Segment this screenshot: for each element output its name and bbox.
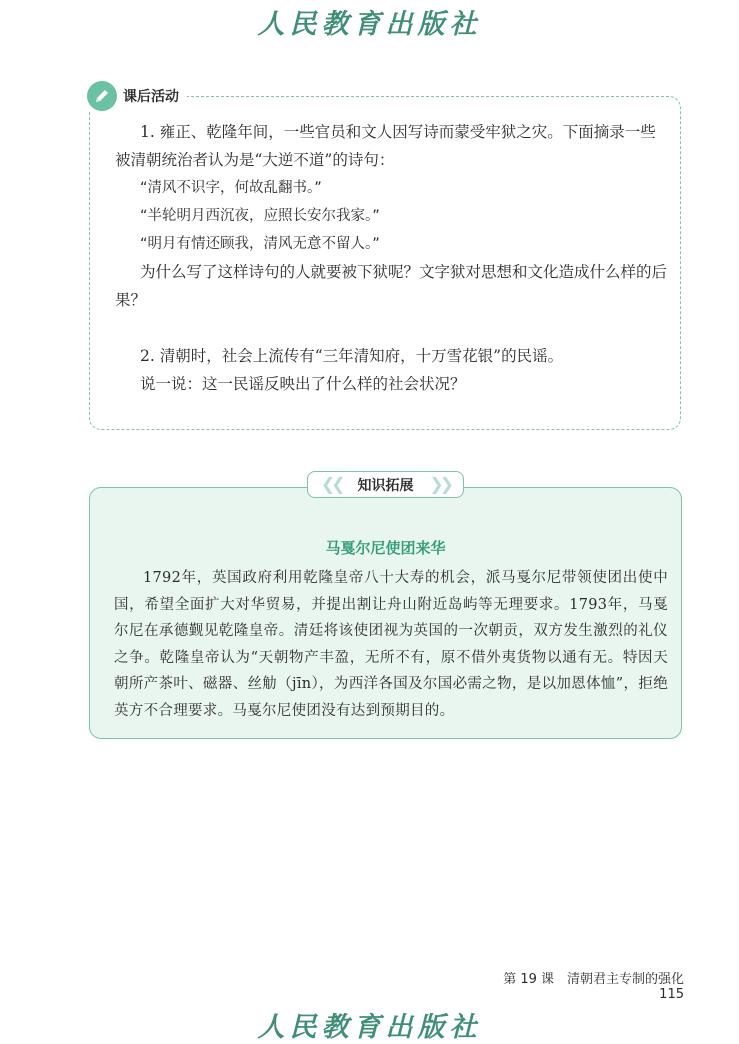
pencil-icon [87,81,117,111]
question-1-prompt: 为什么写了这样诗句的人就要被下狱呢？文字狱对思想和文化造成什么样的后果？ [115,263,668,309]
question-2-intro: 2. 清朝时，社会上流传有“三年清知府，十万雪花银”的民谣。 [140,347,564,365]
lesson-title: 第 19 课 清朝君主专制的强化 [503,972,684,987]
knowledge-heading: 马戛尔尼使团来华 [325,539,446,557]
poem-line: “半轮明月西沉夜，应照长安尔我家。” [140,208,380,224]
double-chevron-right-icon: ❯❯ [429,474,450,495]
poem-line: “明月有情还顾我，清风无意不留人。” [140,236,380,252]
publisher-logo-top: 人民教育出版社 [257,9,482,40]
knowledge-tab [307,471,464,498]
activity-title: 课后活动 [123,89,179,105]
question-2-prompt: 说一说：这一民谣反映出了什么样的社会状况？ [140,375,466,393]
publisher-logo-bottom: 人民教育出版社 [257,1012,482,1043]
knowledge-tab-title: 知识拓展 [357,477,414,494]
page-number: 115 [659,987,684,1002]
question-1-intro: 1. 雍正、乾隆年间，一些官员和文人因写诗而蒙受牢狱之灾。下面摘录一些被清朝统治者认为是“大逆不道”的诗句： [115,123,656,169]
activity-content [115,118,667,398]
page-footer [470,968,684,1002]
double-chevron-left-icon: ❮❮ [321,474,342,495]
activity-header [87,80,187,112]
knowledge-body: 1792年，英国政府利用乾隆皇帝八十大寿的机会，派马戛尔尼带领使团出使中国，希望全面扩大对华贸易，并提出割让舟山附近岛屿等无理要求。1793年，马戛尔尼在承德觐见乾隆皇帝。清廷将该使团视为英国的一次朝贡，双方发生激烈的礼仪之争。乾隆皇帝认为“天朝物产丰盈，无所不有，原不借外夷货物以通有无。特因天朝所产茶叶、磁器、丝觔（jīn），为西洋各国及尔国必需之物，是以加恩体恤”，拒绝英方不合理要求。马戛尔尼使团没有达到预期目的。 [114,570,668,719]
poem-line: “清风不识字，何故乱翻书。” [140,180,322,196]
